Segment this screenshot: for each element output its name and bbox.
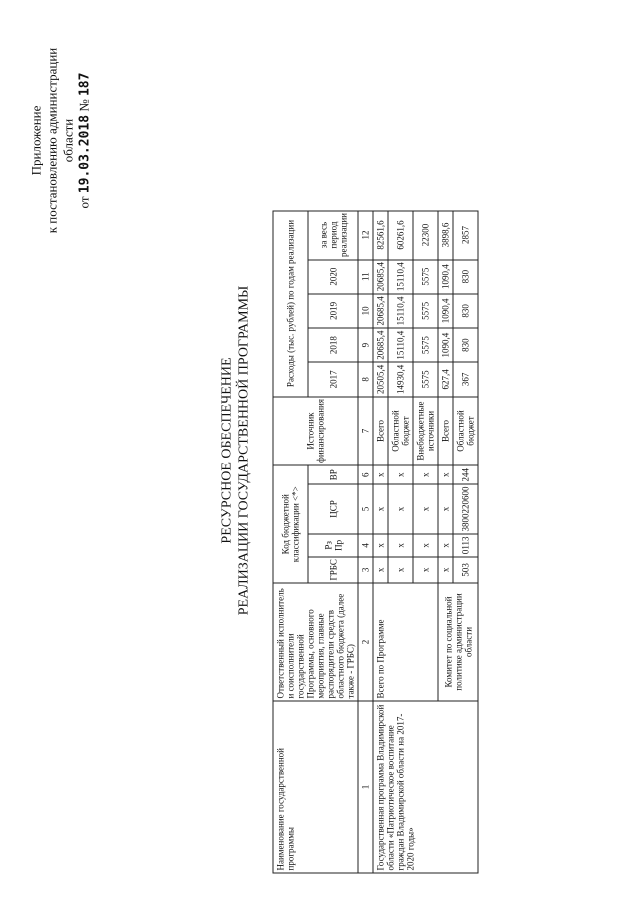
value-total: 3898,6 xyxy=(438,210,453,259)
col-num: 10 xyxy=(358,293,373,327)
source-cell: Всего xyxy=(373,396,388,465)
col-num: 4 xyxy=(358,534,373,557)
header-year-2017: 2017 xyxy=(308,362,358,396)
rzpr-cell: x xyxy=(388,534,413,557)
col-num: 9 xyxy=(358,328,373,362)
value-2020: 15110,4 xyxy=(388,259,413,293)
col-num: 8 xyxy=(358,362,373,396)
value-total: 60261,6 xyxy=(388,210,413,259)
grbs-cell: x xyxy=(388,556,413,582)
col-num: 11 xyxy=(358,259,373,293)
header-year-2019: 2019 xyxy=(308,293,358,327)
title-line-2: РЕАЛИЗАЦИИ ГОСУДАРСТВЕННОЙ ПРОГРАММЫ xyxy=(236,285,251,615)
value-2020: 5575 xyxy=(413,259,438,293)
csr-cell: 3800220600 xyxy=(453,484,478,534)
value-2019: 5575 xyxy=(413,293,438,327)
value-2017: 20505,4 xyxy=(373,362,388,396)
col-num: 5 xyxy=(358,484,373,534)
header-vr: ВР xyxy=(308,465,358,484)
grbs-cell: x xyxy=(413,556,438,582)
value-2019: 830 xyxy=(453,293,478,327)
resource-table xyxy=(272,210,478,873)
value-total: 82561,6 xyxy=(373,210,388,259)
header-source: Источник финансирования xyxy=(273,396,358,465)
header-grbs: ГРБС xyxy=(308,556,358,582)
value-2018: 20685,4 xyxy=(373,328,388,362)
header-year-2018: 2018 xyxy=(308,328,358,362)
header-expenses: Расходы (тыс. рублей) по годам реализации xyxy=(273,210,308,396)
value-2018: 1090,4 xyxy=(438,328,453,362)
col-num: 2 xyxy=(358,583,373,701)
vr-cell: x xyxy=(388,465,413,484)
vr-cell: 244 xyxy=(453,465,478,484)
document-date: 19.03.2018 xyxy=(77,114,92,193)
value-2017: 367 xyxy=(453,362,478,396)
executor-committee-cell: Комитет по социальной политике администрации области xyxy=(438,583,478,701)
value-total: 2857 xyxy=(453,210,478,259)
col-num: 3 xyxy=(358,556,373,582)
header-year-2020: 2020 xyxy=(308,259,358,293)
col-num: 7 xyxy=(358,396,373,465)
rzpr-cell: x xyxy=(413,534,438,557)
annex-subtitle: к постановлению администрации xyxy=(44,47,59,233)
source-cell: Всего xyxy=(438,396,453,465)
table-row xyxy=(373,210,388,872)
grbs-cell: x xyxy=(373,556,388,582)
value-2017: 5575 xyxy=(413,362,438,396)
csr-cell: x xyxy=(413,484,438,534)
col-num: 1 xyxy=(358,701,373,873)
csr-cell: x xyxy=(388,484,413,534)
value-total: 22300 xyxy=(413,210,438,259)
header-budget-code: Код бюджетной классификации <*> xyxy=(273,465,308,583)
document-number: 187 xyxy=(77,72,92,96)
vr-cell: x xyxy=(413,465,438,484)
source-cell: Внебюджетные источники xyxy=(413,396,438,465)
col-num: 12 xyxy=(358,210,373,259)
grbs-cell: 503 xyxy=(453,556,478,582)
value-2017: 14930,4 xyxy=(388,362,413,396)
annex-region: области xyxy=(60,118,75,162)
value-2019: 1090,4 xyxy=(438,293,453,327)
value-2018: 15110,4 xyxy=(388,328,413,362)
header-total: за весь период реализации xyxy=(308,210,358,259)
date-prefix: от xyxy=(76,195,91,208)
annex-header xyxy=(28,25,93,255)
csr-cell: x xyxy=(373,484,388,534)
rzpr-cell: x xyxy=(438,534,453,557)
rzpr-cell: x xyxy=(373,534,388,557)
source-cell: Областной бюджет xyxy=(388,396,413,465)
col-num: 6 xyxy=(358,465,373,484)
value-2018: 5575 xyxy=(413,328,438,362)
program-name-cell: Государственная программа Владимирской области «Патриотическое воспитание граждан Владимирской области на 2017-2020 годы» xyxy=(373,701,478,873)
rzpr-cell: 0113 xyxy=(453,534,478,557)
executor-total-cell: Всего по Программе xyxy=(373,583,438,701)
document-title xyxy=(218,245,252,655)
vr-cell: x xyxy=(373,465,388,484)
value-2017: 627,4 xyxy=(438,362,453,396)
value-2020: 1090,4 xyxy=(438,259,453,293)
source-cell: Областной бюджет xyxy=(453,396,478,465)
number-sign: № xyxy=(76,98,91,112)
vr-cell: x xyxy=(438,465,453,484)
header-row-1 xyxy=(273,210,308,872)
annex-title: Приложение xyxy=(28,105,43,175)
grbs-cell: x xyxy=(438,556,453,582)
annex-date-line xyxy=(76,25,93,255)
column-number-row xyxy=(358,210,373,872)
header-program-name: Наименование государственной программы xyxy=(273,701,358,873)
value-2020: 20685,4 xyxy=(373,259,388,293)
value-2019: 20685,4 xyxy=(373,293,388,327)
header-rzpr: Рз Пр xyxy=(308,534,358,557)
csr-cell: x xyxy=(438,484,453,534)
title-line-1: РЕСУРСНОЕ ОБЕСПЕЧЕНИЕ xyxy=(219,356,234,544)
header-executor: Ответственный исполнитель и соисполнители государственной Программы, основного мероприятия, главные распорядители средств областного бюджета (далее также - ГРБС) xyxy=(273,583,358,701)
value-2019: 15110,4 xyxy=(388,293,413,327)
value-2020: 830 xyxy=(453,259,478,293)
value-2018: 830 xyxy=(453,328,478,362)
header-csr: ЦСР xyxy=(308,484,358,534)
